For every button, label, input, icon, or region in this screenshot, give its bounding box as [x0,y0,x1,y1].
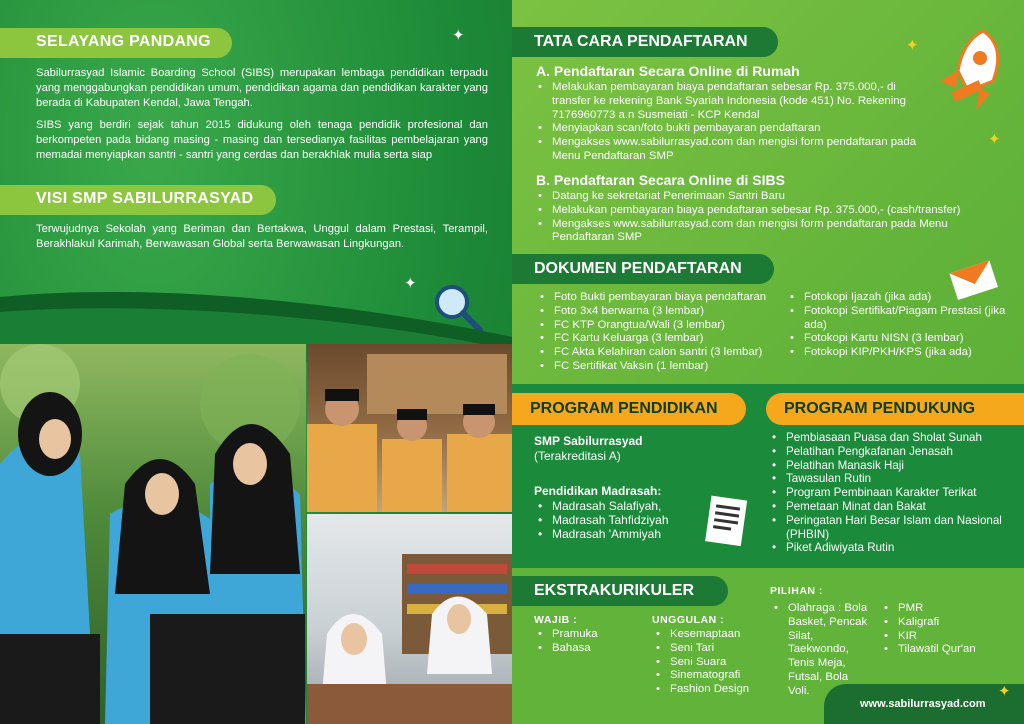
list-item: • Fotokopi KIP/PKH/KPS (jika ada) [788,346,1008,360]
list-item: • FC Akta Kelahiran calon santri (3 lembar) [538,346,788,360]
list-item: • Program Pembinaan Karakter Terikat [770,486,1010,500]
right-panel [512,0,1024,724]
list-item: • Mengakses www.sabilurrasyad.com dan mengisi form pendaftaran pada Menu Pendaftaran SMP [536,218,1006,246]
program-pendukung-list [770,431,1010,555]
list-item: • Pramuka [536,628,646,642]
list-item: • Foto Bukti pembayaran biaya pendaftaran [538,291,788,305]
document-icon [702,494,752,550]
madrasah-title: Pendidikan Madrasah: [534,484,662,498]
list-item: • Tawasulan Rutin [770,472,1010,486]
list-item: • Kesemaptaan [654,628,774,642]
photo-boys-reading [307,344,512,512]
list-item: • Pembiasaan Puasa dan Sholat Sunah [770,431,1010,445]
tata-cara-b-list [536,190,1006,245]
list-item: • Fotokopi Ijazah (jika ada) [788,291,1008,305]
list-item: • Seni Tari [654,642,774,656]
dokumen-title: DOKUMEN PENDAFTARAN [512,254,774,284]
wajib-list [536,628,646,656]
list-item: • Melakukan pembayaran biaya pendaftaran sebesar Rp. 375.000,- di transfer ke rekening Bank Syariah Indonesia (kode 451) No. Rekening 7176960773 a.n Susmeiati - KCP Kendal [536,81,928,122]
dokumen-list-1 [538,291,788,374]
tata-cara-a-title: A. Pendaftaran Secara Online di Rumah [536,63,800,79]
tata-cara-a-list [536,81,928,164]
list-item: • Seni Suara [654,656,774,670]
ekstra-title: EKSTRAKURIKULER [512,576,728,606]
list-item: • PMR [882,602,1002,616]
sparkle-icon: ✦ [906,37,919,54]
list-item: • FC KTP Orangtua/Wali (3 lembar) [538,319,788,333]
list-item: • Kaligrafi [882,616,1002,630]
list-item: • Olahraga : Bola Basket, Pencak Silat, Taekwondo, Tenis Meja, Futsal, Bola Voli. [772,602,872,699]
list-item: • Piket Adiwiyata Rutin [770,541,1010,555]
visi-title: VISI SMP SABILURRASYAD [0,185,276,215]
wajib-label: WAJIB : [534,614,578,626]
selayang-para-1: Sabilurrasyad Islamic Boarding School (SIBS) merupakan lembaga pendidikan terpadu yang menggabungkan pendidikan umum, pendidikan agama dan pendidikan karakter yang berada di Kabupaten Kendal, Jawa Tengah. [36,67,488,109]
list-item: • Menyiapkan scan/foto bukti pembayaran pendaftaran [536,122,928,136]
selayang-title: SELAYANG PANDANG [0,28,232,58]
list-item: • Madrasah Tahfidziyah [536,514,706,528]
list-item: • Madrasah Salafiyah, [536,500,706,514]
list-item: • Bahasa [536,642,646,656]
smp-akreditasi: (Terakreditasi A) [534,449,621,463]
list-item: • KIR [882,630,1002,644]
tata-cara-b-title: B. Pendaftaran Secara Online di SIBS [536,172,785,188]
photo-library [307,514,512,724]
pilihan-label: PILIHAN : [770,585,823,597]
dokumen-list-2 [788,291,1008,360]
visi-text: Terwujudnya Sekolah yang Beriman dan Bertakwa, Unggul dalam Prestasi, Terampil, Berakhlakul Karimah, Berwawasan Global serta Berwawasan Lingkungan. [36,223,488,250]
website-url[interactable]: www.sabilurrasyad.com [824,684,1024,724]
list-item: • Tilawatil Qur'an [882,643,1002,657]
list-item: • Datang ke sekretariat Penerimaan Santri Baru [536,190,1006,204]
list-item: • Sinematografi [654,669,774,683]
list-item: • Pelatihan Pengkafanan Jenasah [770,445,1010,459]
sparkle-icon: ✦ [404,275,417,292]
rocket-icon [928,26,1008,126]
program-pendukung-title: PROGRAM PENDUKUNG [766,393,1024,425]
unggulan-label: UNGGULAN : [652,614,725,626]
list-item: • Madrasah 'Ammiyah [536,528,706,542]
list-item: • Fashion Design [654,683,774,697]
list-item: • Melakukan pembayaran biaya pendaftaran sebesar Rp. 375.000,- (cash/transfer) [536,204,1006,218]
list-item: • Mengakses www.sabilurrasyad.com dan mengisi form pendaftaran pada Menu Pendaftaran SMP [536,136,928,164]
sparkle-icon: ✦ [988,131,1001,148]
list-item: • Pelatihan Manasik Haji [770,459,1010,473]
tata-cara-title: TATA CARA PENDAFTARAN [512,27,778,57]
list-item: • FC Sertifikat Vaksin (1 lembar) [538,360,788,374]
program-pendidikan-title: PROGRAM PENDIDIKAN [512,393,746,425]
list-item: • Fotokopi Kartu NISN (3 lembar) [788,332,1008,346]
madrasah-list [536,500,706,541]
list-item: • Peringatan Hari Besar Islam dan Nasional (PHBIN) [770,514,1010,542]
pilihan-list-2 [882,602,1002,657]
sparkle-icon: ✦ [998,683,1011,700]
list-item: • FC Kartu Keluarga (3 lembar) [538,332,788,346]
selayang-para-2: SIBS yang berdiri sejak tahun 2015 didukung oleh tenaga pendidik profesional dan berkompeten pada bidang masing - masing dan tersedianya fasilitas pembelajaran yang memadai menyiapkan santri - santri yang cerdas dan berakhlak mulia serta siap [36,119,488,161]
photo-students-reading [0,344,306,724]
list-item: • Fotokopi Sertifikat/Piagam Prestasi (jika ada) [788,305,1008,333]
list-item: • Pemetaan Minat dan Bakat [770,500,1010,514]
list-item: • Foto 3x4 berwarna (3 lembar) [538,305,788,319]
sparkle-icon: ✦ [452,27,465,44]
unggulan-list [654,628,774,697]
smp-name: SMP Sabilurrasyad [534,434,643,448]
